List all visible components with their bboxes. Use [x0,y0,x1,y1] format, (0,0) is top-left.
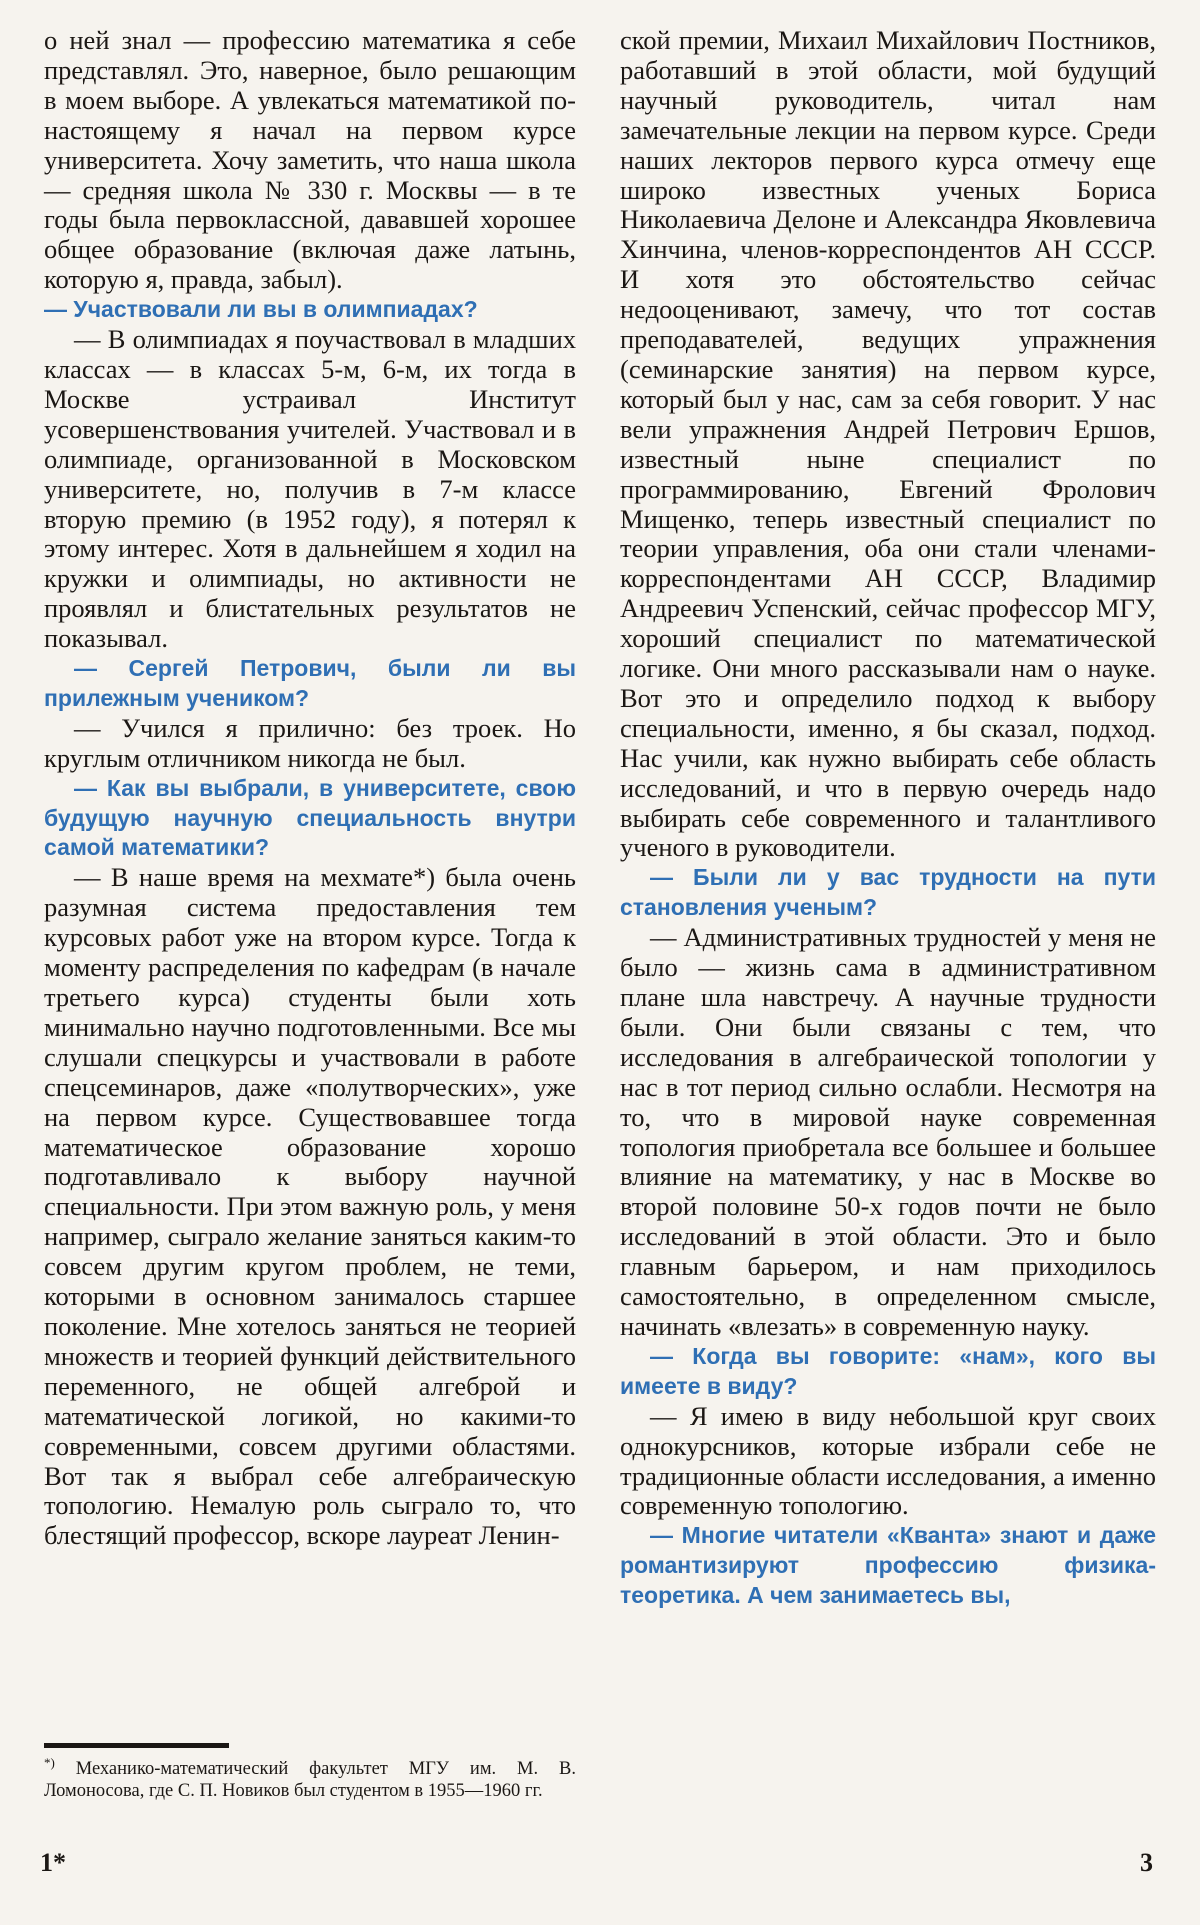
footnote-divider [44,1743,229,1748]
footnote-text: Механико-математический факультет МГУ им. М. В. Ломоносова, где С. П. Новиков был студентом в 1955—1960 гг. [44,1759,576,1802]
interview-question: — Как вы выбрали, в университете, свою будущую научную специальность внутри самой математики? [44,774,576,861]
page-number: 3 [1140,1848,1153,1877]
answer-paragraph: ской премии, Михаил Михайлович Постников, работавший в этой области, мой будущий научный руководитель, читал нам замечательные лекции на первом курсе. Среди наших лекторов первого курса отмечу еще широко известных ученых Бориса Николаевича Делоне и Александра Яковлевича Хинчина, членов-корреспондентов АН СССР. И хотя это обстоятельство сейчас недооценивают, замечу, что тот состав преподавателей, ведущих упражнения (семинарские занятия) на первом курсе, который был у нас, сам за себя говорит. У нас вели упражнения Андрей Петрович Ершов, известный ныне специалист по программированию, Евгений Фролович Мищенко, теперь известный специалист по теории управления, оба они стали членами-корреспондентами АН СССР, Владимир Андреевич Успенский, сейчас профессор МГУ, хороший специалист по математической логике. Они много рассказывали нам о науке. Вот это и определило подход к выбору специальности, именно, я бы сказал, подход. Нас учили, как нужно выбирать себе область исследований, и что в первую очередь надо выбирать себе современного и талантливого ученого в руководители. [620,25,1156,863]
interview-question: — Когда вы говорите: «нам», кого вы имеете в виду? [620,1342,1156,1399]
interview-question: — Участвовали ли вы в олимпиадах? [44,296,478,323]
answer-paragraph: — Я имею в виду небольшой круг своих однокурсников, которые избрали себе не традиционные области исследования, а именно современную топологию. [620,1400,1156,1521]
answer-paragraph: — В наше время на мехмате*) была очень разумная система предоставления тем курсовых работ уже на втором курсе. Тогда к моменту распределения по кафедрам (в начале третьего курса) студенты были хоть минимально научно подготовленными. Все мы слушали спецкурсы и участвовали в работе спецсеминаров, даже «полутворческих», уже на первом курсе. Существовавшее тогда математическое образование хорошо подготавливало к выбору научной специальности. При этом важную роль, у меня например, сыграло желание заняться каким-то совсем другим кругом проблем, не теми, которыми в основном занималось старшее поколение. Мне хотелось заняться не теорией множеств и теорией функций действительного переменного, не общей алгеброй и математической логикой, но какими-то современными, совсем другими областями. Вот так я выбрал себе алгебраическую топологию. Немалую роль сыграло то, что блестящий профессор, вскоре лауреат Ленин- [44,862,576,1551]
signature-mark: 1* [40,1848,66,1877]
answer-paragraph: — В олимпиадах я поучаствовал в младших классах — в классах 5-м, 6-м, их тогда в Москве устраивал Институт усовершенствования учителей. Участвовал и в олимпиаде, организованной в Московском университете, но, получив в 7-м классе вторую премию (в 1952 году), я потерял к этому интерес. Хотя в дальнейшем я ходил на кружки и олимпиады, но активности не проявлял и блистательных результатов не показывал. [44,324,576,654]
right-column [620,26,1156,1611]
interview-question: — Сергей Петрович, были ли вы прилежным учеником? [44,655,576,711]
footnote-marker: *) [44,1755,55,1770]
answer-paragraph: — Административных трудностей у меня не было — жизнь сама в административном плане шла навстречу. А научные трудности были. Они были связаны с тем, что исследования в алгебраической топологии у нас в тот период сильно ослабли. Несмотря на то, что в мировой науке современная топология приобретала все большее и большее влияние на математику, у нас в Москве во второй половине 50-х годов почти не было исследований в этой области. Это и было главным барьером, и нам приходилось самостоятельно, в определенном смысле, начинать «влезать» в современную науку. [620,922,1156,1341]
left-column [44,26,576,1551]
interview-question: — Были ли у вас трудности на пути становления ученым? [620,864,1156,921]
interview-question: — Многие читатели «Кванта» знают и даже романтизируют профессию физика-теоретика. А чем занимаетесь вы, [620,1522,1156,1609]
answer-paragraph: — Учился я прилично: без троек. Но круглым отличником никогда не был. [44,712,576,773]
footnote [44,1752,576,1802]
answer-paragraph: о ней знал — профессию математика я себе представлял. Это, наверное, было решающим в моем выборе. А увлекаться математикой по-настоящему я начал на первом курсе университета. Хочу заметить, что наша школа — средняя школа № 330 г. Москвы — в те годы была первоклассной, дававшей хорошее общее образование (включая даже латынь, которую я, правда, забыл). [44,25,576,295]
